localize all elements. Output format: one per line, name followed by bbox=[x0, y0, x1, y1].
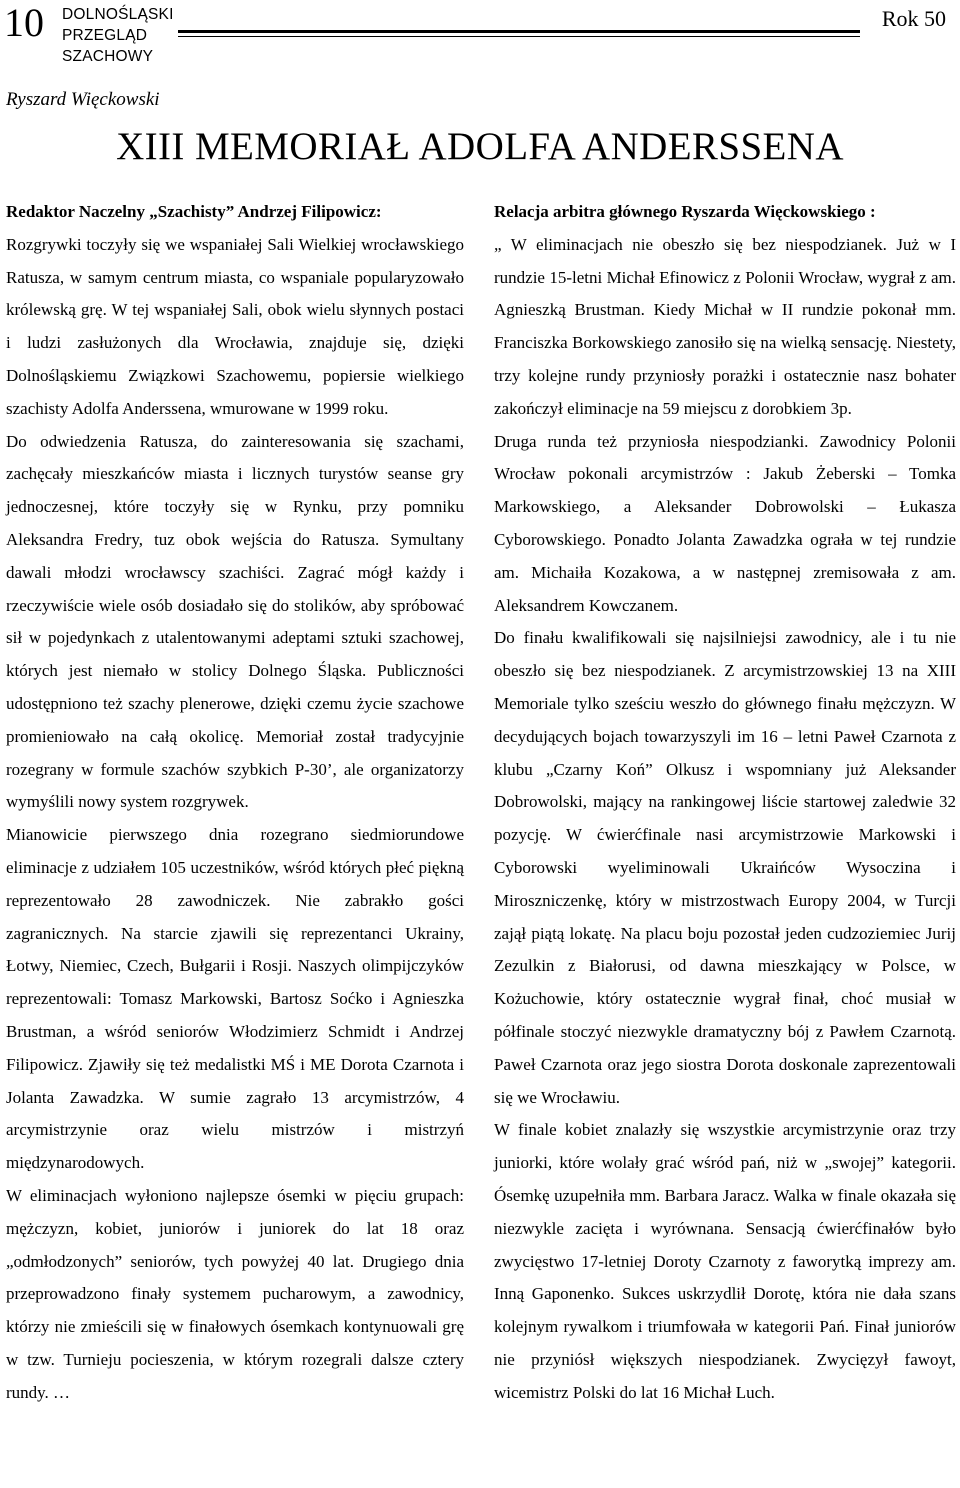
left-column bbox=[6, 196, 464, 1409]
page-number: 10 bbox=[4, 0, 44, 45]
paragraph: W finale kobiet znalazły się wszystkie arcymistrzynie oraz trzy juniorki, które wolały grać wśród pań, niż w „swojej” kategorii. Ósemkę uzupełniła mm. Barbara Jaracz. Walka w finale okazała się niezwykle zacięta i wyrównana. Sensacją ćwierćfinałów było zwycięstwo 17-letniej Doroty Czarnoty z faworytką imprezy am. Inną Gaponenko. Sukces uskrzydlił Dorotę, która nie dała szans kolejnym rywalkom i triumfowała w kategorii Pań. Finał juniorów nie przyniósł większych niespodzianek. Zwycięzył fawoyt, wicemistrz Polski do lat 16 Michał Luch. bbox=[494, 1120, 956, 1402]
paragraph: Do finału kwalifikowali się najsilniejsi zawodnicy, ale i tu nie obeszło się bez niespodzianek. Z arcymistrzowskiej 13 na XIII Memoriale tylko sześciu weszło do głównego finału mężczyzn. W decydujących bojach towarzyszyli im 16 – letni Paweł Czarnota z klubu „Czarny Koń” Olkusz i wspomniany już Aleksander Dobrowolski, mający na rankingowej liście startowej zaledwie 32 pozycję. W ćwierćfinale nasi arcymistrzowie Markowski i Cyborowski wyeliminowali Ukraińców Wysoczina i Miroszniczenkę, który w mistrzostwach Europy 2004, w Turcji zajął piątą lokatę. Na placu boju pozostał jeden cudzoziemiec Jurij Zezulkin z Białorusi, od dawna mieszkający w Polsce, w Kożuchowie, który ostatecznie wygrał finał, choć musiał w półfinale stoczyć niezwykle dramatyczny bój z Pawłem Czarnotą. Paweł Czarnota oraz jego siostra Dorota doskonale zaprezentowali się we Wrocławiu. bbox=[494, 628, 956, 1107]
article-title: XIII MEMORIAŁ ADOLFA ANDERSSENA bbox=[116, 125, 844, 168]
paragraph: Rozgrywki toczyły się we wspaniałej Sali Wielkiej wrocławskiego Ratusza, w samym centrum miasta, co wspaniale popularyzowało królewską grę. W tej wspaniałej Sali, obok wielu słynnych postaci i ludzi zasłużonych dla Wrocławia, znajduje się, dzięki Dolnośląskiemu Związkowi Szachowemu, popiersie wielkiego szachisty Adolfa Anderssena, wmurowane w 1999 roku. bbox=[6, 234, 464, 418]
right-column bbox=[494, 196, 956, 1409]
publication-name-line: DOLNOŚLĄSKI bbox=[62, 6, 174, 23]
issue-year: Rok 50 bbox=[881, 6, 946, 31]
paragraph: W eliminacjach wyłoniono najlepsze ósemki w pięciu grupach: mężczyzn, kobiet, juniorów i juniorek do lat 18 oraz „odmłodzonych” seniorów, tych powyżej 40 lat. Drugiego dnia przeprowadzono finały systemem pucharowym, a zawodnicy, którzy nie zmieścili się w finałowych ósemkach kontynuowali grę w tzw. Turnieju pocieszenia, w którym rozegrali dalsze cztery rundy. … bbox=[6, 1185, 464, 1402]
right-column-heading: Relacja arbitra głównego Ryszarda Więckowskiego : bbox=[494, 202, 876, 221]
left-column-heading: Redaktor Naczelny „Szachisty” Andrzej Filipowicz: bbox=[6, 202, 382, 221]
header-rule bbox=[178, 30, 860, 37]
publication-name bbox=[62, 4, 174, 67]
paragraph: Do odwiedzenia Ratusza, do zainteresowania się szachami, zachęcały mieszkańców miasta i licznych turystów seanse gry jednoczesnej, które toczyły się w Rynku, przy pomniku Aleksandra Fredry, tuz obok wejścia do Ratusza. Symultany dawali młodzi wrocławscy szachiści. Zagrać mógł każdy i rzeczywiście wiele osób dosiadało się do stolików, aby spróbować sił w pojedynkach z utalentowanymi adeptami sztuki szachowej, których jest niemało w stolicy Dolnego Śląska. Publiczności udostępniono też szachy plenerowe, dzięki czemu życie szachowe promieniowało na całą okolicę. Memoriał został tradycyjnie rozegrany w formule szachów szybkich P-30’, ale organizatorzy wymyślili nowy system rozgrywek. bbox=[6, 431, 464, 812]
paragraph: Druga runda też przyniosła niespodzianki. Zawodnicy Polonii Wrocław pokonali arcymistrzów : Jakub Żeberski – Tomka Markowskiego, a Aleksander Dobrowolski – Łukasza Cyborowskiego. Ponadto Jolanta Zawadzka ograła w tej rundzie am. Michaiła Kozakowa, a w następnej zremisowała z am. Aleksandrem Kowczanem. bbox=[494, 431, 956, 615]
publication-name-line: SZACHOWY bbox=[62, 48, 154, 65]
paragraph: Mianowicie pierwszego dnia rozegrano siedmiorundowe eliminacje z udziałem 105 uczestników, wśród których płeć piękną reprezentowało 28 zawodniczek. Nie zabrakło gości zagranicznych. Na starcie zjawili się reprezentanci Ukrainy, Łotwy, Niemiec, Czech, Bułgarii i Rosji. Naszych olimpijczyków reprezentowali: Tomasz Markowski, Bartosz Soćko i Agnieszka Brustman, a wśród seniorów Włodzimierz Schmidt i Andrzej Filipowicz. Zjawiły się też medalistki MŚ i ME Dorota Czarnota i Jolanta Zawadzka. W sumie zagrało 13 arcymistrzów, 4 arcymistrzynie oraz wielu mistrzów i mistrzyń międzynarodowych. bbox=[6, 825, 464, 1173]
publication-name-line: PRZEGLĄD bbox=[62, 27, 148, 44]
page-header bbox=[0, 0, 960, 72]
paragraph: „ W eliminacjach nie obeszło się bez niespodzianek. Już w I rundzie 15-letni Michał Efinowicz z Polonii Wrocław, wygrał z am. Agnieszką Brustman. Kiedy Michał w II rundzie pokonał mm. Franciszka Borkowskiego zanosiło się na wielką sensację. Niestety, trzy kolejne rundy przyniosły porażki i ostatecznie nasz bohater zakończył eliminacje na 59 miejscu z dorobkiem 3p. bbox=[494, 234, 956, 418]
article-author: Ryszard Więckowski bbox=[6, 89, 160, 110]
